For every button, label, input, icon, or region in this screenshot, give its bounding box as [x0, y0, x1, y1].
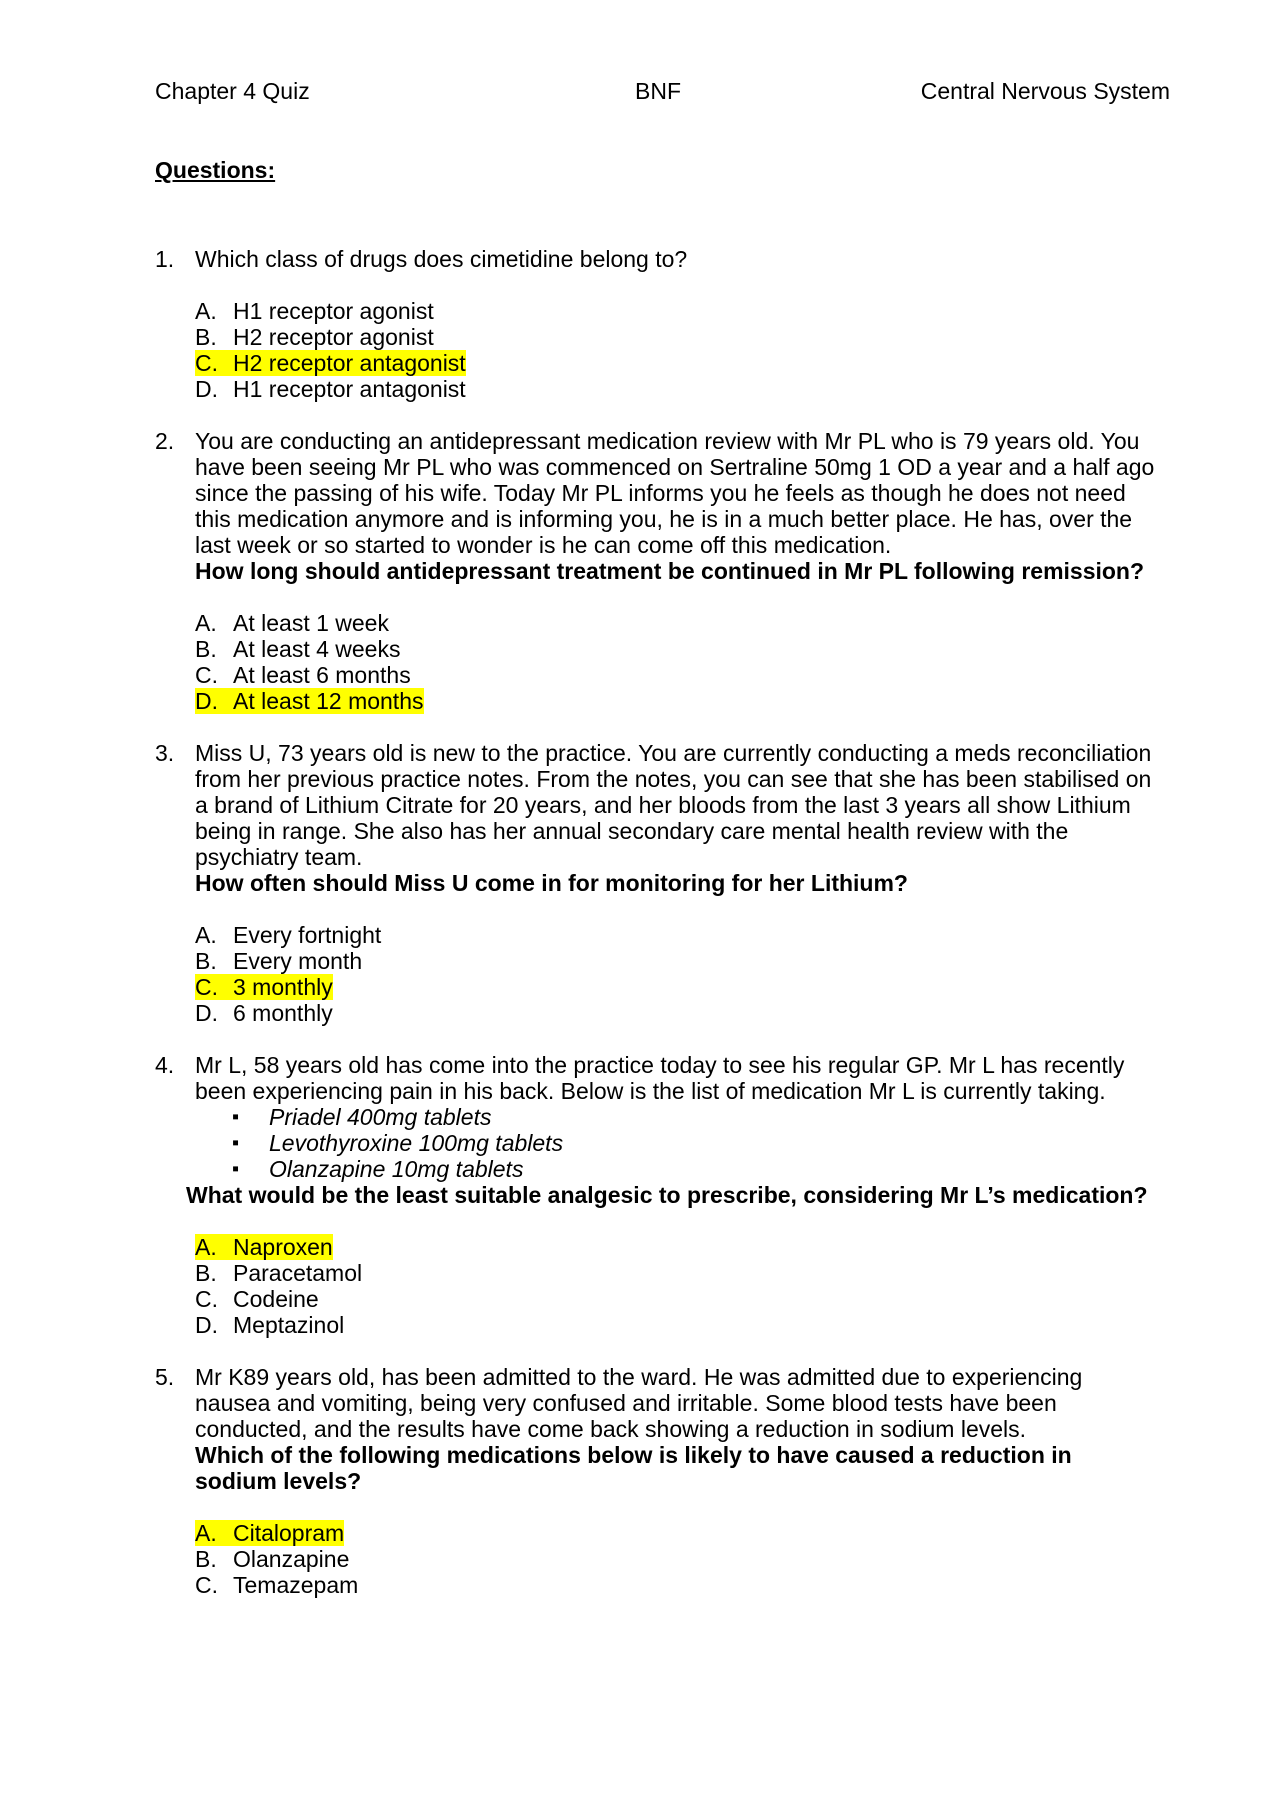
question-prompt: How often should Miss U come in for monitoring for her Lithium? — [195, 870, 908, 896]
option-b: B. Paracetamol — [195, 1260, 363, 1286]
option-b: B. H2 receptor agonist — [195, 324, 434, 350]
option-a: A. H1 receptor agonist — [195, 298, 434, 324]
option-a-highlighted: A. Citalopram — [195, 1520, 345, 1546]
option-c: C. At least 6 months — [195, 662, 411, 688]
options-list — [195, 1520, 1155, 1598]
question-4 — [155, 1052, 1155, 1338]
header-chapter: Chapter 4 Quiz — [155, 78, 310, 104]
options-list — [195, 298, 1155, 402]
option-c-highlighted: C. H2 receptor antagonist — [195, 350, 466, 376]
option-b: B. Olanzapine — [195, 1546, 350, 1572]
questions-heading: Questions: — [155, 157, 276, 183]
question-text: Mr K89 years old, has been admitted to the ward. He was admitted due to experiencing nausea and vomiting, being very confused and irritable. Some blood tests have been conducted, and the results have come back showing a reduction in sodium levels. — [195, 1364, 1083, 1442]
option-b: B. Every month — [195, 948, 363, 974]
medication-item: ▪ Priadel 400mg tablets — [269, 1104, 1155, 1130]
question-number: 4. — [155, 1052, 175, 1078]
question-number: 2. — [155, 428, 175, 454]
options-list — [195, 1234, 1155, 1338]
question-text: Which class of drugs does cimetidine belong to? — [195, 246, 688, 272]
question-1 — [155, 246, 1155, 402]
option-d-highlighted: D. At least 12 months — [195, 688, 424, 714]
question-number: 1. — [155, 246, 175, 272]
question-text: Mr L, 58 years old has come into the practice today to see his regular GP. Mr L has recently been experiencing pain in his back. Below is the list of medication Mr L is currently taking. — [195, 1052, 1125, 1104]
option-c: C. Temazepam — [195, 1572, 359, 1598]
option-b: B. At least 4 weeks — [195, 636, 401, 662]
question-number: 5. — [155, 1364, 175, 1390]
question-3 — [155, 740, 1155, 1026]
option-d: D. Meptazinol — [195, 1312, 345, 1338]
option-d: D. 6 monthly — [195, 1000, 333, 1026]
question-5 — [155, 1364, 1155, 1598]
option-a: A. At least 1 week — [195, 610, 389, 636]
option-c-highlighted: C. 3 monthly — [195, 974, 333, 1000]
medication-item: ▪ Levothyroxine 100mg tablets — [269, 1130, 1155, 1156]
medication-list — [195, 1104, 1155, 1182]
questions-list — [155, 246, 1155, 1624]
question-prompt: Which of the following medications below is likely to have caused a reduction in sodium levels? — [195, 1442, 1072, 1494]
options-list — [195, 610, 1155, 714]
option-c: C. Codeine — [195, 1286, 319, 1312]
header-topic: Central Nervous System — [920, 78, 1170, 104]
question-prompt: How long should antidepressant treatment be continued in Mr PL following remission? — [195, 558, 1145, 584]
header-source: BNF — [635, 78, 681, 104]
option-d: D. H1 receptor antagonist — [195, 376, 466, 402]
question-2 — [155, 428, 1155, 714]
question-text: Miss U, 73 years old is new to the practice. You are currently conducting a meds reconciliation from her previous practice notes. From the notes, you can see that she has been stabilised on a brand of Lithium Citrate for 20 years, and her bloods from the last 3 years all show Lithium being in range. She also has her annual secondary care mental health review with the psychiatry team. — [195, 740, 1152, 870]
question-number: 3. — [155, 740, 175, 766]
question-prompt: What would be the least suitable analgesic to prescribe, considering Mr L’s medication? — [186, 1182, 1148, 1208]
page-header — [155, 78, 1170, 108]
question-text: You are conducting an antidepressant medication review with Mr PL who is 79 years old. You have been seeing Mr PL who was commenced on Sertraline 50mg 1 OD a year and a half ago since the passing of his wife. Today Mr PL informs you he feels as though he does not need this medication anymore and is informing you, he is in a much better place. He has, over the last week or so started to wonder is he can come off this medication. — [195, 428, 1155, 558]
option-a: A. Every fortnight — [195, 922, 382, 948]
medication-item: ▪ Olanzapine 10mg tablets — [269, 1156, 1155, 1182]
option-a-highlighted: A. Naproxen — [195, 1234, 333, 1260]
options-list — [195, 922, 1155, 1026]
